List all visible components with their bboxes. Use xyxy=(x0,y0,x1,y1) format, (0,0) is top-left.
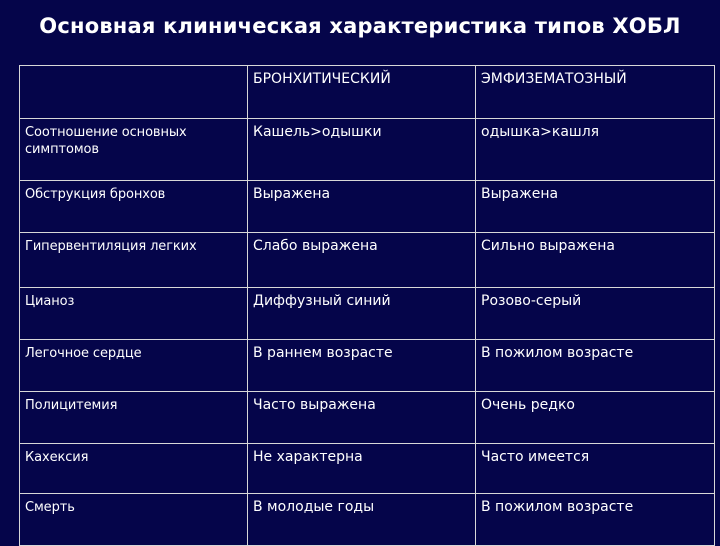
row-label: Смерть xyxy=(20,494,248,546)
header-cell-bronchitic: БРОНХИТИЧЕСКИЙ xyxy=(248,66,476,119)
row-label: Легочное сердце xyxy=(20,340,248,392)
table-row xyxy=(20,233,715,288)
table-row xyxy=(20,494,715,546)
emphysematous-value: Часто имеется xyxy=(476,444,715,494)
emphysematous-value: Розово-серый xyxy=(476,288,715,340)
emphysematous-value: Очень редко xyxy=(476,392,715,444)
table-row xyxy=(20,181,715,233)
header-cell-empty xyxy=(20,66,248,119)
emphysematous-value: одышка>кашля xyxy=(476,119,715,181)
row-label: Обструкция бронхов xyxy=(20,181,248,233)
slide-title: Основная клиническая характеристика типов ХОБЛ xyxy=(39,14,681,38)
emphysematous-value: В пожилом возрасте xyxy=(476,340,715,392)
table-row xyxy=(20,288,715,340)
bronchitic-value: Диффузный синий xyxy=(248,288,476,340)
row-label: Гипервентиляция легких xyxy=(20,233,248,288)
row-label: Полицитемия xyxy=(20,392,248,444)
bronchitic-value: Слабо выражена xyxy=(248,233,476,288)
bronchitic-value: В молодые годы xyxy=(248,494,476,546)
bronchitic-value: Кашель>одышки xyxy=(248,119,476,181)
bronchitic-value: Часто выражена xyxy=(248,392,476,444)
bronchitic-value: В раннем возрасте xyxy=(248,340,476,392)
table-header-row xyxy=(20,66,715,119)
row-label: Цианоз xyxy=(20,288,248,340)
row-label: Кахексия xyxy=(20,444,248,494)
comparison-table xyxy=(19,65,715,546)
header-cell-emphysematous: ЭМФИЗЕМАТОЗНЫЙ xyxy=(476,66,715,119)
table-row xyxy=(20,444,715,494)
table-row xyxy=(20,119,715,181)
row-label: Соотношение основных симптомов xyxy=(20,119,248,181)
emphysematous-value: В пожилом возрасте xyxy=(476,494,715,546)
bronchitic-value: Выражена xyxy=(248,181,476,233)
emphysematous-value: Сильно выражена xyxy=(476,233,715,288)
emphysematous-value: Выражена xyxy=(476,181,715,233)
table-row xyxy=(20,340,715,392)
bronchitic-value: Не характерна xyxy=(248,444,476,494)
table-row xyxy=(20,392,715,444)
